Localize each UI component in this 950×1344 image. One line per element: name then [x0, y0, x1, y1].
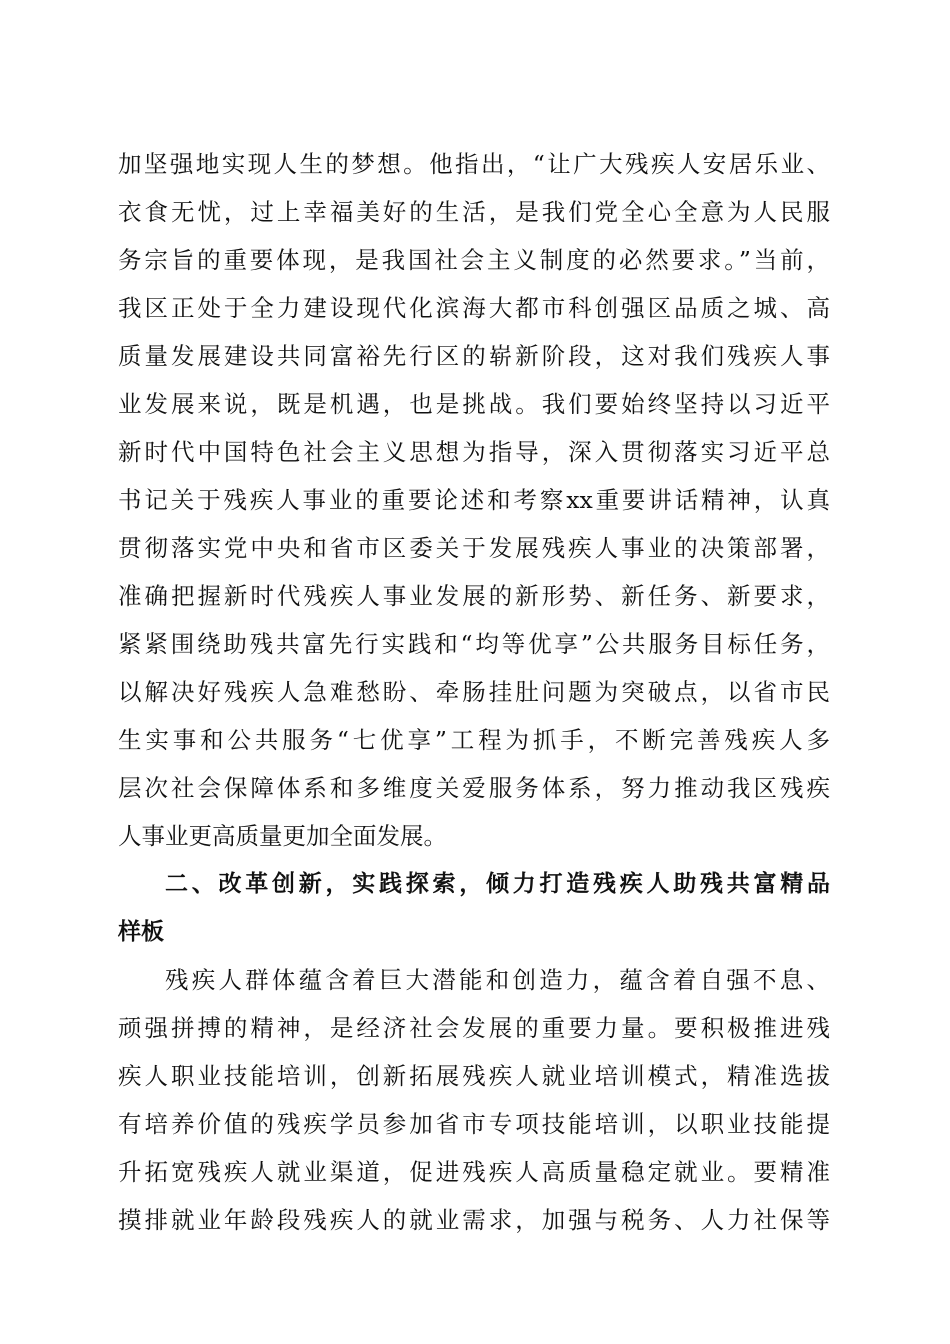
text-line: 质量发展建设共同富裕先行区的崭新阶段，这对我们残疾人事	[118, 342, 830, 370]
text-line: 衣食无忧，过上幸福美好的生活，是我们党全心全意为人民服	[118, 198, 830, 226]
text-line: 加坚强地实现人生的梦想。他指出，“让广大残疾人安居乐业、	[118, 150, 830, 178]
paragraph-2	[118, 956, 830, 1244]
heading-line: 二、改革创新，实践探索，倾力打造残疾人助残共富精品	[165, 871, 830, 897]
heading-line: 样板	[118, 919, 164, 945]
text-line: 摸排就业年龄段残疾人的就业需求，加强与税务、人力社保等	[118, 1206, 830, 1234]
text-line: 新时代中国特色社会主义思想为指导，深入贯彻落实习近平总	[118, 438, 830, 466]
text-line: 业发展来说，既是机遇，也是挑战。我们要始终坚持以习近平	[118, 390, 830, 418]
document-body	[118, 140, 830, 1244]
text-line: 以解决好残疾人急难愁盼、牵肠挂肚问题为突破点，以省市民	[118, 678, 830, 706]
text-line: 疾人职业技能培训，创新拓展残疾人就业培训模式，精准选拔	[118, 1062, 830, 1090]
text-line: 书记关于残疾人事业的重要论述和考察xx重要讲话精神，认真	[118, 486, 830, 514]
text-line: 顽强拼搏的精神，是经济社会发展的重要力量。要积极推进残	[118, 1014, 830, 1042]
text-line: 层次社会保障体系和多维度关爱服务体系，努力推动我区残疾	[118, 774, 830, 802]
text-line: 准确把握新时代残疾人事业发展的新形势、新任务、新要求，	[118, 582, 830, 610]
text-line: 升拓宽残疾人就业渠道，促进残疾人高质量稳定就业。要精准	[118, 1158, 830, 1186]
section-heading	[118, 860, 830, 956]
text-line: 紧紧围绕助残共富先行实践和“均等优享”公共服务目标任务，	[118, 630, 830, 658]
text-line: 务宗旨的重要体现，是我国社会主义制度的必然要求。”当前，	[118, 246, 830, 274]
paragraph-1	[118, 140, 830, 860]
text-line: 有培养价值的残疾学员参加省市专项技能培训，以职业技能提	[118, 1110, 830, 1138]
text-line: 人事业更高质量更加全面发展。	[118, 822, 447, 850]
text-line: 贯彻落实党中央和省市区委关于发展残疾人事业的决策部署，	[118, 534, 830, 562]
text-line: 生实事和公共服务“七优享”工程为抓手，不断完善残疾人多	[118, 726, 830, 754]
text-line: 我区正处于全力建设现代化滨海大都市科创强区品质之城、高	[118, 294, 830, 322]
text-line: 残疾人群体蕴含着巨大潜能和创造力，蕴含着自强不息、	[165, 966, 830, 994]
